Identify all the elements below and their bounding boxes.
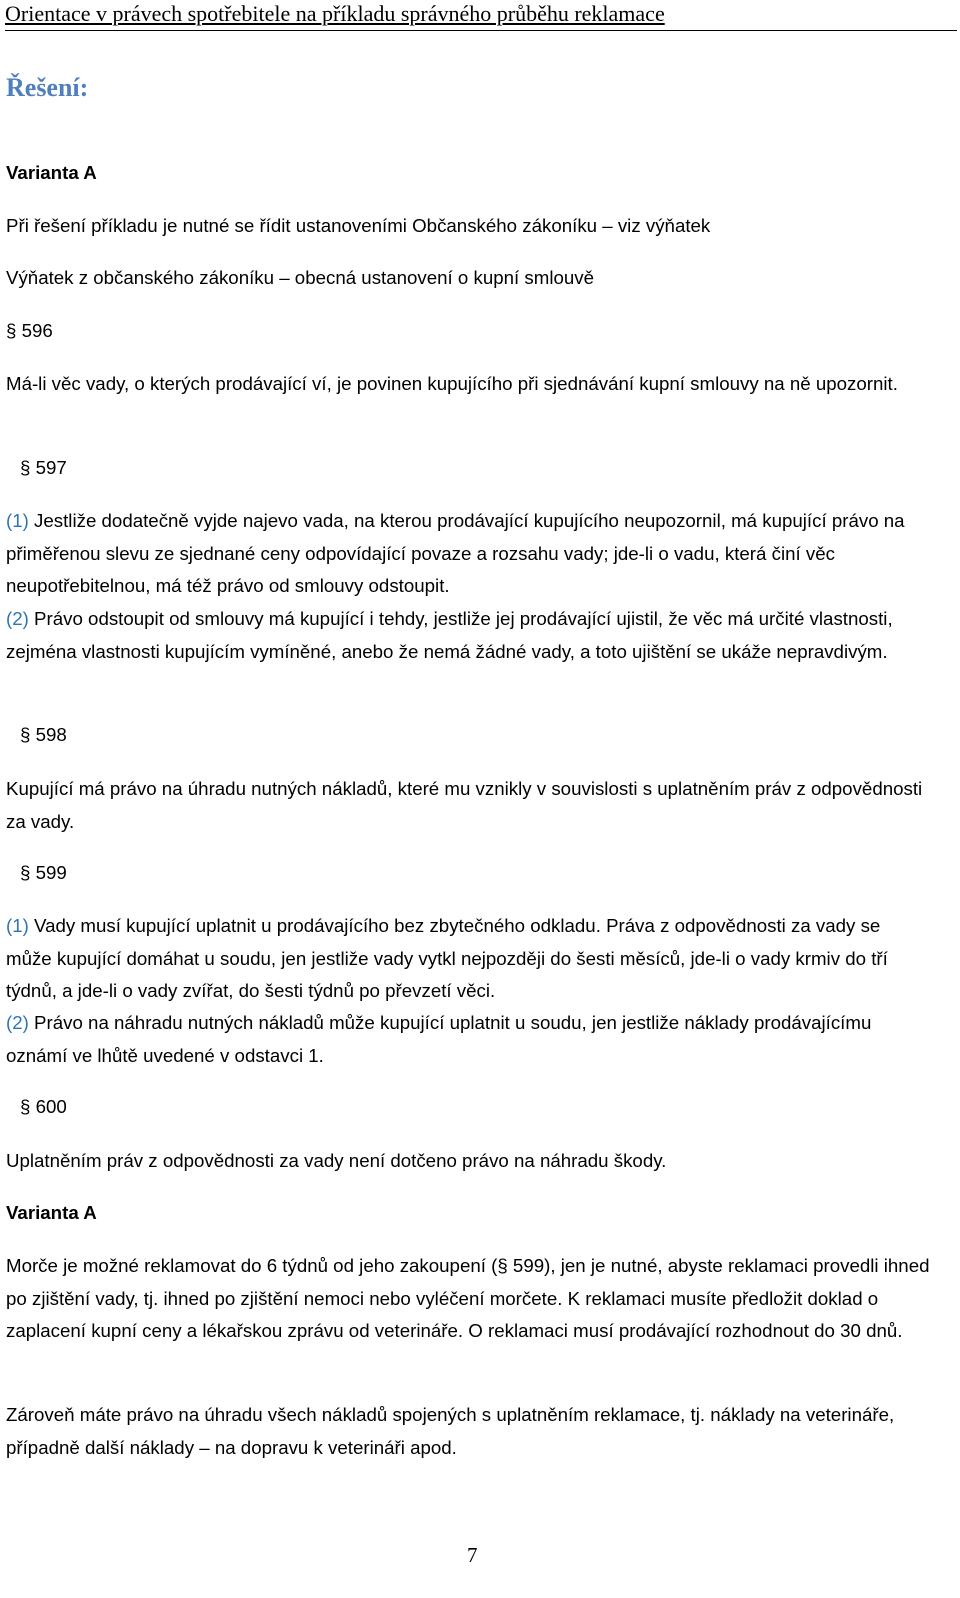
paragraph-text: Právo odstoupit od smlouvy má kupující i tehdy, jestliže jej prodávající ujistil, že věc má určité vlastnosti, zejména vlastnosti kupujícím vymíněné, anebo že nemá žádné vady, a toto ujištění se ukáže nepravdivým. xyxy=(6,608,893,662)
section-599-heading: § 599 xyxy=(20,862,67,883)
section-597-paragraph-2 xyxy=(6,603,931,668)
paragraph-number: (2) xyxy=(6,1012,29,1033)
paragraph-number: (2) xyxy=(6,608,29,629)
excerpt-title: Výňatek z občanského zákoníku – obecná ustanovení o kupní smlouvě xyxy=(6,267,594,288)
section-597-heading: § 597 xyxy=(20,457,67,478)
paragraph-text: Právo na náhradu nutných nákladů může kupující uplatnit u soudu, jen jestliže náklady prodávajícímu oznámí ve lhůtě uvedené v odstavci 1. xyxy=(6,1012,872,1066)
variant-a-heading: Varianta A xyxy=(6,162,97,183)
section-600-text: Uplatněním práv z odpovědnosti za vady není dotčeno právo na náhradu škody. xyxy=(6,1150,667,1171)
section-596-heading: § 596 xyxy=(6,320,53,341)
page-number: 7 xyxy=(467,1543,478,1567)
answer-paragraph-2: Zároveň máte právo na úhradu všech nákladů spojených s uplatněním reklamace, tj. náklady na veterináře, případně další náklady – na dopravu k veterináři apod. xyxy=(6,1404,895,1458)
section-598-text: Kupující má právo na úhradu nutných nákladů, které mu vznikly v souvislosti s uplatněním práv z odpovědnosti za vady. xyxy=(6,778,923,832)
paragraph-number: (1) xyxy=(6,915,29,936)
intro-paragraph: Při řešení příkladu je nutné se řídit ustanoveními Občanského zákoníku – viz výňatek xyxy=(6,215,711,236)
paragraph-text: Jestliže dodatečně vyjde najevo vada, na kterou prodávající kupujícího neupozornil, má kupující právo na přiměřenou slevu ze sjednané ceny odpovídající povaze a rozsahu vady; jde-li o vadu, která činí věc neupotřebitelnou, má též právo od smlouvy odstoupit. xyxy=(6,510,905,596)
section-600-heading: § 600 xyxy=(20,1096,67,1117)
running-header: Orientace v právech spotřebitele na příkladu správného průběhu reklamace xyxy=(5,0,957,31)
section-599-paragraph-1 xyxy=(6,910,931,1008)
variant-a-heading-2: Varianta A xyxy=(6,1202,97,1223)
paragraph-number: (1) xyxy=(6,510,29,531)
paragraph-text: Vady musí kupující uplatnit u prodávajícího bez zbytečného odkladu. Práva z odpovědnosti za vady se může kupující domáhat u soudu, jen jestliže vady vytkl nejpozději do šesti měsíců, jde-li o vady krmiv do tří týdnů, a jde-li o vady zvířat, do šesti týdnů po převzetí věci. xyxy=(6,915,888,1001)
solution-heading: Řešení: xyxy=(6,73,89,102)
section-599-paragraph-2 xyxy=(6,1007,931,1072)
section-597-paragraph-1 xyxy=(6,505,931,603)
section-598-heading: § 598 xyxy=(20,724,67,745)
section-596-text: Má-li věc vady, o kterých prodávající ví, je povinen kupujícího při sjednávání kupní smlouvy na ně upozornit. xyxy=(6,373,898,394)
answer-paragraph-1: Morče je možné reklamovat do 6 týdnů od jeho zakoupení (§ 599), jen je nutné, abyste reklamaci provedli ihned po zjištění vady, tj. ihned po zjištění nemoci nebo vyléčení morčete. K reklamaci musíte předložit doklad o zaplacení kupní ceny a lékařskou zprávu od veterináře. O reklamaci musí prodávající rozhodnout do 30 dnů. xyxy=(6,1255,930,1341)
